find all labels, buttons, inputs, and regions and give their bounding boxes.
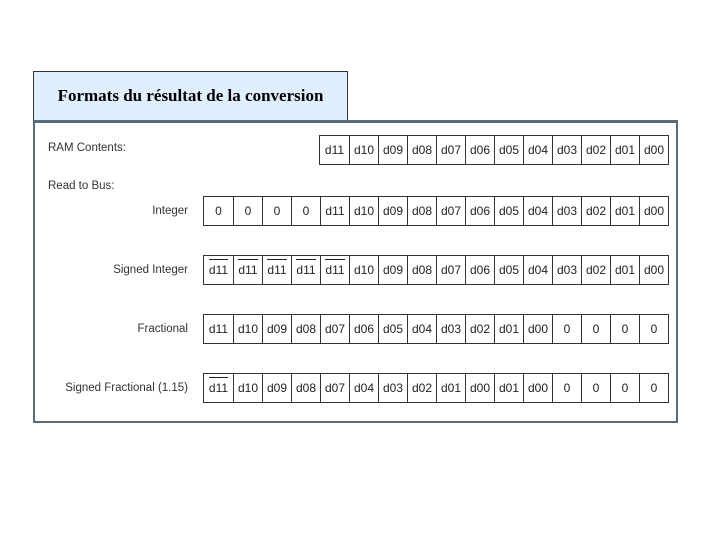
bit-cell bbox=[610, 374, 639, 402]
bit-cell-text: d07 bbox=[324, 322, 346, 336]
bit-cell bbox=[262, 374, 291, 402]
bit-cell bbox=[349, 315, 378, 343]
bit-cell bbox=[436, 136, 465, 164]
integer-register bbox=[203, 196, 669, 226]
ram-contents-register bbox=[319, 135, 669, 165]
bit-cell bbox=[436, 256, 465, 284]
bit-cell-text: d06 bbox=[353, 322, 375, 336]
bit-cell-text: d05 bbox=[382, 322, 404, 336]
bit-cell bbox=[552, 374, 581, 402]
bit-cell bbox=[262, 256, 291, 284]
bit-cell-text: d05 bbox=[498, 263, 520, 277]
bit-cell-text: d06 bbox=[469, 143, 491, 157]
ram-contents-label: RAM Contents: bbox=[48, 142, 126, 154]
bit-cell bbox=[204, 315, 233, 343]
bit-cell-text: d10 bbox=[237, 322, 259, 336]
signed-integer-label: Signed Integer bbox=[113, 264, 188, 276]
bit-cell bbox=[494, 315, 523, 343]
signed-fractional-label: Signed Fractional (1.15) bbox=[65, 382, 188, 394]
bit-cell bbox=[494, 197, 523, 225]
bit-cell bbox=[262, 197, 291, 225]
bit-cell-text: 0 bbox=[650, 381, 658, 395]
bit-cell bbox=[233, 315, 262, 343]
bit-cell bbox=[523, 136, 552, 164]
bit-cell-text: d11 bbox=[296, 263, 316, 277]
bit-cell bbox=[320, 315, 349, 343]
bit-cell-text: d01 bbox=[614, 143, 636, 157]
bit-cell-text: d04 bbox=[527, 143, 549, 157]
bit-cell bbox=[262, 315, 291, 343]
bit-cell-text: d07 bbox=[440, 204, 462, 218]
bit-cell bbox=[465, 374, 494, 402]
bit-cell bbox=[523, 197, 552, 225]
bit-cell bbox=[407, 256, 436, 284]
bit-cell-text: d02 bbox=[585, 204, 607, 218]
bit-cell bbox=[610, 315, 639, 343]
bit-cell-text: d01 bbox=[440, 381, 462, 395]
bit-cell-text: d03 bbox=[556, 204, 578, 218]
bit-cell-text: d02 bbox=[469, 322, 491, 336]
bit-cell-text: d04 bbox=[353, 381, 375, 395]
bit-cell-text: d04 bbox=[527, 263, 549, 277]
bit-cell bbox=[291, 197, 320, 225]
bit-cell bbox=[349, 136, 378, 164]
bit-cell bbox=[494, 256, 523, 284]
bit-cell bbox=[320, 197, 349, 225]
bit-cell-text: d10 bbox=[237, 381, 259, 395]
bit-cell bbox=[639, 315, 668, 343]
fractional-label: Fractional bbox=[137, 323, 188, 335]
bit-cell-text: d10 bbox=[353, 143, 375, 157]
bit-cell bbox=[581, 315, 610, 343]
signed-fractional-register bbox=[203, 373, 669, 403]
read-to-bus-label: Read to Bus: bbox=[48, 180, 115, 192]
bit-cell-text: d03 bbox=[556, 143, 578, 157]
bit-cell bbox=[291, 256, 320, 284]
bit-cell-text: d05 bbox=[498, 143, 520, 157]
bit-cell-text: d01 bbox=[614, 204, 636, 218]
bit-cell bbox=[378, 136, 407, 164]
bit-cell bbox=[610, 136, 639, 164]
bit-cell-text: d11 bbox=[267, 263, 287, 277]
bit-cell bbox=[639, 374, 668, 402]
bit-cell-text: d03 bbox=[440, 322, 462, 336]
bit-cell-text: d05 bbox=[498, 204, 520, 218]
bit-cell bbox=[523, 256, 552, 284]
bit-cell-text: d11 bbox=[325, 263, 345, 277]
bit-cell-text: d10 bbox=[353, 263, 375, 277]
bit-cell bbox=[378, 197, 407, 225]
bit-cell-text: d11 bbox=[325, 204, 345, 218]
bit-cell bbox=[639, 197, 668, 225]
bit-cell bbox=[639, 256, 668, 284]
slide-title: Formats du résultat de la conversion bbox=[33, 71, 348, 120]
bit-cell-text: d08 bbox=[411, 204, 433, 218]
bit-cell bbox=[552, 136, 581, 164]
bit-cell bbox=[465, 197, 494, 225]
bit-cell bbox=[407, 315, 436, 343]
bit-cell-text: 0 bbox=[592, 322, 600, 336]
bit-cell bbox=[552, 315, 581, 343]
bit-cell-text: d08 bbox=[295, 381, 317, 395]
bit-cell-text: 0 bbox=[563, 381, 571, 395]
bit-cell bbox=[204, 256, 233, 284]
bit-cell-text: d06 bbox=[469, 204, 491, 218]
bit-cell bbox=[465, 315, 494, 343]
bit-cell bbox=[349, 197, 378, 225]
bit-cell-text: d09 bbox=[382, 204, 404, 218]
bit-cell-text: d04 bbox=[527, 204, 549, 218]
bit-cell bbox=[233, 374, 262, 402]
bit-cell bbox=[436, 374, 465, 402]
bit-cell-text: d11 bbox=[324, 143, 345, 157]
bit-cell-text: 0 bbox=[244, 204, 252, 218]
bit-cell-text: d09 bbox=[266, 381, 288, 395]
bit-cell bbox=[494, 136, 523, 164]
bit-cell bbox=[233, 197, 262, 225]
bit-cell bbox=[552, 256, 581, 284]
bit-cell-text: d06 bbox=[469, 263, 491, 277]
bit-cell-text: d04 bbox=[411, 322, 433, 336]
bit-cell-text: d11 bbox=[238, 263, 258, 277]
bit-cell-text: d00 bbox=[527, 322, 549, 336]
bit-cell-text: d00 bbox=[527, 381, 549, 395]
bit-cell bbox=[378, 374, 407, 402]
bit-cell bbox=[639, 136, 668, 164]
bit-cell-text: d08 bbox=[411, 143, 433, 157]
bit-cell-text: d10 bbox=[353, 204, 375, 218]
bit-cell-text: 0 bbox=[563, 322, 571, 336]
bit-cell-text: 0 bbox=[621, 322, 629, 336]
bit-cell-text: d11 bbox=[208, 381, 229, 395]
bit-cell-text: d03 bbox=[556, 263, 578, 277]
bit-cell bbox=[291, 315, 320, 343]
bit-cell bbox=[494, 374, 523, 402]
bit-cell bbox=[320, 136, 349, 164]
bit-cell-text: d02 bbox=[585, 263, 607, 277]
bit-cell bbox=[552, 197, 581, 225]
bit-cell-text: 0 bbox=[592, 381, 600, 395]
bit-cell-text: d01 bbox=[498, 322, 520, 336]
bit-cell-text: d02 bbox=[585, 143, 607, 157]
bit-cell bbox=[581, 136, 610, 164]
bit-cell-text: 0 bbox=[273, 204, 281, 218]
bit-cell-text: d08 bbox=[295, 322, 317, 336]
bit-cell-text: d09 bbox=[382, 263, 404, 277]
bit-cell bbox=[204, 374, 233, 402]
bit-cell bbox=[378, 256, 407, 284]
bit-cell-text: d01 bbox=[498, 381, 520, 395]
bit-cell bbox=[233, 256, 262, 284]
bit-cell-text: 0 bbox=[302, 204, 310, 218]
bit-cell-text: d09 bbox=[382, 143, 404, 157]
bit-cell bbox=[610, 197, 639, 225]
bit-cell bbox=[378, 315, 407, 343]
bit-cell-text: d00 bbox=[643, 263, 665, 277]
bit-cell bbox=[465, 136, 494, 164]
bit-cell bbox=[349, 374, 378, 402]
bit-cell bbox=[320, 256, 349, 284]
fractional-register bbox=[203, 314, 669, 344]
bit-cell bbox=[436, 315, 465, 343]
bit-cell-text: d00 bbox=[469, 381, 491, 395]
bit-cell-text: 0 bbox=[621, 381, 629, 395]
bit-cell-text: d07 bbox=[440, 143, 462, 157]
bit-cell bbox=[407, 136, 436, 164]
bit-cell-text: d08 bbox=[411, 263, 433, 277]
bit-cell bbox=[436, 197, 465, 225]
bit-cell bbox=[581, 197, 610, 225]
bit-cell bbox=[407, 374, 436, 402]
signed-integer-register bbox=[203, 255, 669, 285]
bit-cell bbox=[523, 374, 552, 402]
integer-label: Integer bbox=[152, 205, 188, 217]
bit-cell-text: 0 bbox=[215, 204, 222, 218]
bit-cell-text: d00 bbox=[643, 143, 665, 157]
bit-cell-text: d07 bbox=[440, 263, 462, 277]
format-diagram-panel bbox=[33, 120, 678, 423]
bit-cell-text: d09 bbox=[266, 322, 288, 336]
bit-cell-text: d11 bbox=[208, 322, 229, 336]
bit-cell bbox=[581, 256, 610, 284]
bit-cell bbox=[291, 374, 320, 402]
bit-cell-text: 0 bbox=[650, 322, 658, 336]
bit-cell bbox=[523, 315, 552, 343]
bit-cell-text: d00 bbox=[643, 204, 665, 218]
bit-cell-text: d07 bbox=[324, 381, 346, 395]
bit-cell bbox=[610, 256, 639, 284]
bit-cell bbox=[581, 374, 610, 402]
bit-cell bbox=[407, 197, 436, 225]
bit-cell bbox=[320, 374, 349, 402]
bit-cell bbox=[349, 256, 378, 284]
bit-cell-text: d02 bbox=[411, 381, 433, 395]
bit-cell-text: d01 bbox=[614, 263, 636, 277]
bit-cell-text: d11 bbox=[208, 263, 229, 277]
bit-cell-text: d03 bbox=[382, 381, 404, 395]
bit-cell bbox=[204, 197, 233, 225]
bit-cell bbox=[465, 256, 494, 284]
